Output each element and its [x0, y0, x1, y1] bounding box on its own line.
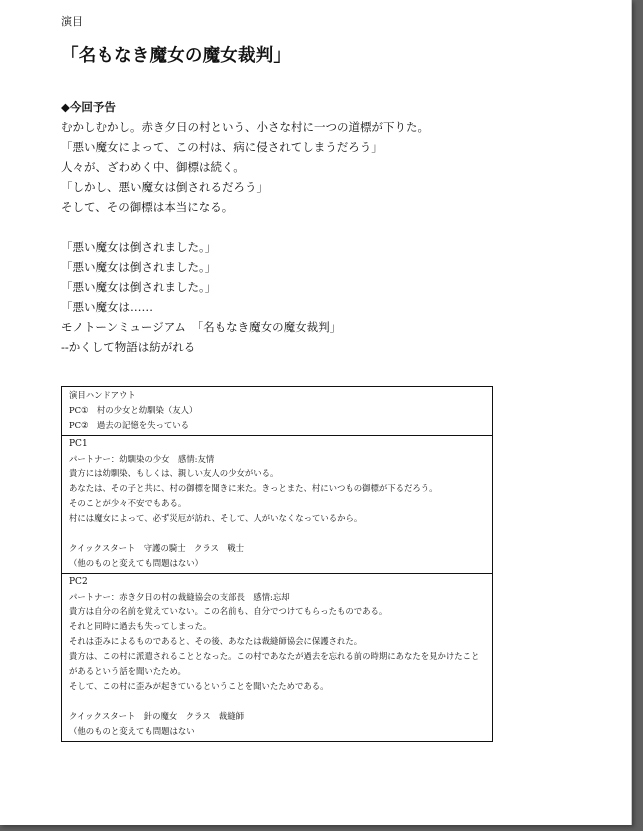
preview-heading: ◆今回予告	[61, 100, 116, 114]
handout-overview-pc1: PC① 村の少女と幼馴染（友人）	[69, 404, 198, 415]
preview-line: --かくして物語は紡がれる	[61, 340, 196, 354]
preview-line: 「悪い魔女は倒されました。」	[61, 240, 217, 254]
pc1-spacer	[69, 526, 485, 541]
pc2-spacer	[69, 694, 485, 709]
preview-line: 「しかし、悪い魔女は倒されるだろう」	[61, 180, 268, 194]
handout-overview-section	[62, 387, 492, 435]
pc2-line: そして、この村に歪みが起きているということを聞いたためである。	[69, 680, 329, 691]
preview-line: 「悪い魔女は倒されました。」	[61, 260, 217, 274]
pc1-partner: パートナー：幼馴染の少女 感情:友情	[69, 453, 215, 464]
preview-line: 人々が、ざわめく中、御標は続く。	[61, 160, 245, 174]
preview-line: 「悪い魔女によって、この村は、病に侵されてしまうだろう」	[61, 140, 383, 154]
pc2-note: （他のものと変えても問題はない	[69, 725, 195, 736]
document-title: 「名もなき魔女の魔女裁判」	[61, 46, 292, 66]
handout-overview-title: 演目ハンドアウト	[69, 390, 136, 400]
preview-line: そして、その御標は本当になる。	[61, 200, 234, 214]
pc2-line: それと同時に過去も失ってしまった。	[69, 621, 212, 632]
preview-line: 「悪い魔女は……	[61, 300, 153, 314]
pc1-line: 貴方には幼馴染、もしくは、親しい友人の少女がいる。	[69, 468, 279, 479]
preview-line: 「悪い魔女は倒されました。」	[61, 280, 217, 294]
handout-pc1-section	[62, 435, 492, 573]
section-label: 演目	[61, 15, 83, 28]
preview-blank-line	[61, 217, 429, 237]
pc2-quickstart: クイックスタート 針の魔女 クラス 裁縫師	[69, 710, 244, 721]
pc1-quickstart: クイックスタート 守護の騎士 クラス 戦士	[69, 542, 244, 553]
pc2-line: 貴方は、この村に派遣されることとなった。この村であなたが過去を忘れる前の時期にあなたを見かけたことがあるという話を聞いたため。	[69, 651, 480, 677]
pc2-line: それは歪みによるものであると、その後、あなたは裁縫師協会に保護された。	[69, 636, 363, 647]
pc1-note: （他のものと変えても問題はない）	[69, 557, 203, 568]
preview-line: モノトーンミュージアム 「名もなき魔女の魔女裁判」	[61, 320, 342, 334]
pc1-line: あなたは、その子と共に、村の御標を聞きに来た。きっとまた、村にいつもの御標が下るだろう。	[69, 483, 438, 494]
pc1-line: 村には魔女によって、必ず災厄が訪れ、そして、人がいなくなっているから。	[69, 513, 363, 524]
handout-pc2-section	[62, 573, 492, 741]
pc1-line: そのことが少々不安でもある。	[69, 498, 187, 509]
pc2-partner: パートナー：赤き夕日の村の裁縫協会の支部長 感情:忘却	[69, 591, 290, 602]
pc1-title: PC1	[69, 438, 88, 449]
handout-overview-pc2: PC② 過去の記憶を失っている	[69, 419, 190, 430]
handout-table	[61, 386, 493, 742]
preview-block	[61, 97, 429, 357]
pc2-title: PC2	[69, 576, 88, 587]
preview-line: むかしむかし。赤き夕日の村という、小さな村に一つの道標が下りた。	[61, 120, 429, 134]
pc2-line: 貴方は自分の名前を覚えていない。この名前も、自分でつけてもらったものである。	[69, 606, 388, 617]
